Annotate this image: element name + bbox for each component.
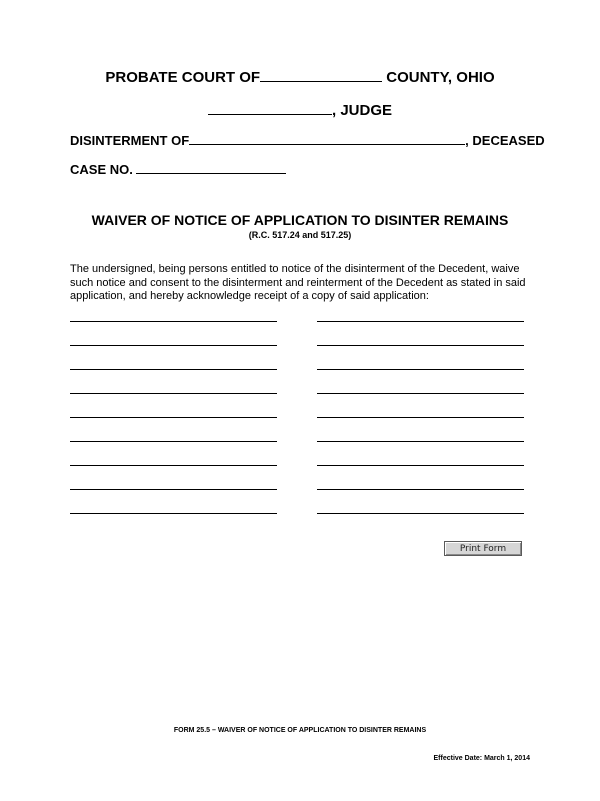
case-number-heading xyxy=(70,161,286,177)
signature-line-right-8[interactable] xyxy=(317,489,524,490)
signature-line-left-9[interactable] xyxy=(70,513,277,514)
signature-line-right-7[interactable] xyxy=(317,465,524,466)
court-suffix: COUNTY, OHIO xyxy=(386,69,495,86)
judge-heading xyxy=(0,102,600,119)
signature-line-left-4[interactable] xyxy=(70,393,277,394)
decedent-name-field[interactable] xyxy=(189,132,465,145)
signature-line-left-2[interactable] xyxy=(70,345,277,346)
signature-line-left-1[interactable] xyxy=(70,321,277,322)
county-name-field[interactable] xyxy=(260,69,382,82)
signature-line-left-6[interactable] xyxy=(70,441,277,442)
form-title: WAIVER OF NOTICE OF APPLICATION TO DISINTER REMAINS xyxy=(91,212,509,228)
footer-effective-date: Effective Date: March 1, 2014 xyxy=(433,755,530,762)
court-heading xyxy=(0,69,600,86)
judge-suffix: , JUDGE xyxy=(331,102,392,119)
disinterment-suffix: , DECEASED xyxy=(465,133,545,148)
signature-line-right-3[interactable] xyxy=(317,369,524,370)
disinterment-heading xyxy=(70,132,545,148)
signature-line-left-3[interactable] xyxy=(70,369,277,370)
signature-line-left-8[interactable] xyxy=(70,489,277,490)
print-form-button[interactable]: Print Form xyxy=(444,541,522,556)
signature-line-right-2[interactable] xyxy=(317,345,524,346)
form-subtitle: (R.C. 517.24 and 517.25) xyxy=(248,230,352,240)
case-label: CASE NO. xyxy=(70,162,133,177)
signature-line-left-5[interactable] xyxy=(70,417,277,418)
case-number-field[interactable] xyxy=(136,161,286,174)
signature-line-right-9[interactable] xyxy=(317,513,524,514)
signature-line-right-5[interactable] xyxy=(317,417,524,418)
signature-line-left-7[interactable] xyxy=(70,465,277,466)
signature-line-right-1[interactable] xyxy=(317,321,524,322)
judge-name-field[interactable] xyxy=(208,102,332,115)
waiver-statement: The undersigned, being persons entitled to notice of the disinterment of the Decedent, waive such notice and consent to the disinterment and reinterment of the Decedent as stated in said application, and hereby acknowledge receipt of a copy of said application: xyxy=(70,263,526,302)
signature-line-right-6[interactable] xyxy=(317,441,524,442)
disinterment-prefix: DISINTERMENT OF xyxy=(70,133,190,148)
signature-line-right-4[interactable] xyxy=(317,393,524,394)
footer-form-label: FORM 25.5 – WAIVER OF NOTICE OF APPLICATION TO DISINTER REMAINS xyxy=(173,727,427,734)
court-prefix: PROBATE COURT OF xyxy=(105,69,261,86)
